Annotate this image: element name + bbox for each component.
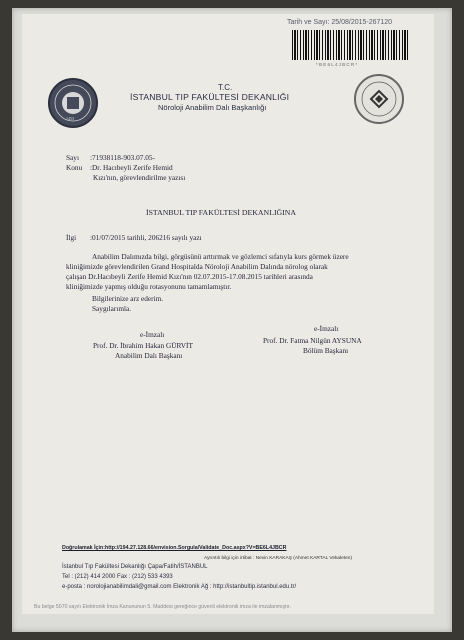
sayi-label: Sayı (66, 153, 79, 162)
footer-address: İstanbul Tıp Fakültesi Dekanlığı Çapa/Fatih/İSTANBUL (62, 564, 208, 570)
date-number: Tarih ve Sayı: 25/08/2015-267120 (287, 19, 393, 26)
university-seal-left (48, 78, 98, 128)
university-seal-right (354, 74, 404, 124)
sig-right-name: Prof. Dr. Fatma Nilgün AYSUNA (263, 336, 362, 345)
ilgi-value: :01/07/2015 tarihli, 206216 sayılı yazı (90, 233, 202, 242)
barcode-code: * B E 6 L 4 J B C R * (316, 62, 358, 67)
sig-right-eimza: e-İmzalı (314, 324, 339, 333)
paragraph-line-3: çalışan Dr.Hacıbeyli Zerife Hemid Kızı'nın 02.07.2015-17.08.2015 tarihleri arasında (66, 272, 313, 281)
header-title: İSTANBUL TIP FAKÜLTESİ DEKANLIĞI (130, 92, 290, 102)
left-seal-year: 1453 (66, 116, 74, 121)
konu-value-line2: Kızı'nın, görevlendirilme yazısı (93, 173, 186, 182)
sig-right-title: Bölüm Başkanı (303, 346, 349, 355)
paragraph-line-1: Anabilim Dalımızda bilgi, görgüsünü arttırmak ve gözlemci sıfatıyla kurs görmek üzere (92, 252, 349, 261)
paragraph-line-2: kliniğimizde görevlendirilen Grand Hospitalda Nöroloji Anabilim Dalında nörolog olarak (66, 262, 328, 271)
header-tc: T.C. (218, 83, 233, 92)
konu-label: Konu (66, 163, 83, 172)
footer-contact-person: Ayrıntılı bilgi için irtibat : Nevin KARAKAŞ (Ahmet KARTAL Vekaleten) (204, 556, 353, 561)
verify-link[interactable]: Doğrulamak İçin:http://194.27.128.66/envision.Sorgula/Validate_Doc.aspx?V=BE6L4JBCR (62, 545, 287, 551)
header-subtitle: Nöroloji Anabilim Dalı Başkanlığı (158, 103, 267, 112)
sig-left-name: Prof. Dr. İbrahim Hakan GÜRVİT (93, 341, 193, 350)
sig-left-title: Anabilim Dalı Başkanı (115, 351, 183, 360)
sayi-value: :71938118-903.07.05- (90, 153, 155, 162)
ilgi-label: İlgi (66, 233, 77, 242)
footer-law-note: Bu belge 5070 sayılı Elektronik İmza Kanununun 5. Maddesi gereğince güvenli elektronik imza ile imzalanmıştır. (34, 604, 291, 610)
addressee: İSTANBUL TIP FAKÜLTESİ DEKANLIĞINA (146, 208, 297, 217)
footer-phone: Tel : (212) 414 2000 Fax : (212) 533 4393 (62, 574, 173, 580)
closing-line-2: Saygılarımla. (92, 304, 132, 313)
konu-value-line1: :Dr. Hacıbeyli Zerife Hemid (90, 163, 173, 172)
sig-left-eimza: e-İmzalı (140, 330, 165, 339)
paragraph-line-4: kliniğimizde yapmış olduğu rotasyonunu tamamlamıştır. (66, 282, 232, 291)
closing-line-1: Bilgilerinize arz ederim. (92, 294, 164, 303)
barcode-image (292, 30, 410, 60)
footer-email: e-posta : norolojianabilimdali@gmail.com Elektronik Ağ : http://istanbultip.istanbul.edu.tr/ (62, 584, 297, 590)
